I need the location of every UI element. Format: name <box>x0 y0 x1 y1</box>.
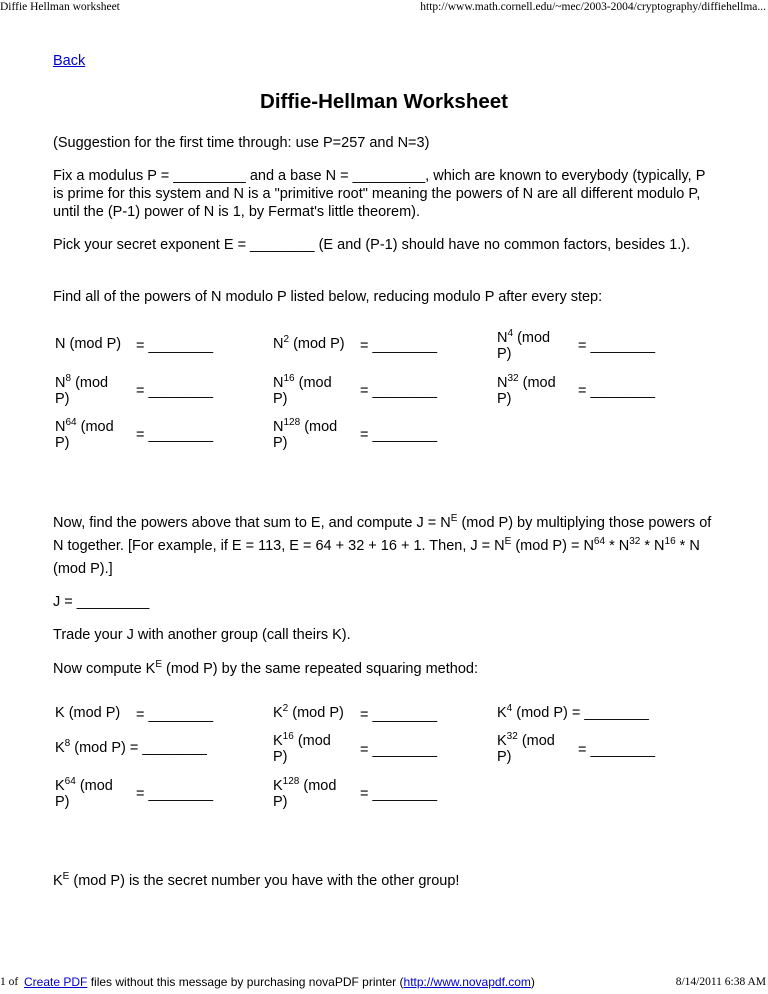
find-powers-text: Find all of the powers of N modulo P listed below, reducing modulo P after every step: <box>53 289 603 305</box>
k16-blank: = ________ <box>360 742 438 758</box>
n1-label: N (mod P) <box>55 336 122 352</box>
k64-label: $K^{64}$ (mod P) <box>55 776 113 810</box>
n8-label: $N^8$ (mod P) <box>55 373 109 407</box>
n1-blank: = ________ <box>136 338 214 354</box>
n32-label: $N^{32}$ (mod P) <box>497 373 556 407</box>
page-title: Diffie-Hellman Worksheet <box>260 90 508 113</box>
find-sum-text: Now, find the powers above that sum to E, and compute $J = N^E$ (mod P) by multiplying those powers of N together. [For example, if E = 113, E = 64 + 32 + 16 + 1. Then, $J = N^E$ (mod $P) = N^{64} * N^{32} * N^{16} * N$ (mod P).] <box>53 513 712 577</box>
print-footer-timestamp: 8/14/2011 6:38 AM <box>675 976 766 988</box>
k128-blank: = ________ <box>360 786 438 802</box>
n2-blank: = ________ <box>360 338 438 354</box>
n4-blank: = ________ <box>578 338 656 354</box>
n128-label: $N^{128}$ (mod P) <box>273 417 338 451</box>
fix-modulus-text: Fix a modulus P = _________ and a base N = _________, which are known to everybody (typically, P is prime for this system and N is a "primitive root" meaning the powers of N are all different modulo P, until the (P-1) power of N is 1, by Fermat's little theorem). <box>53 168 706 220</box>
n4-label: $N^4$ (mod P) <box>497 328 551 362</box>
k2-blank: = ________ <box>360 707 438 723</box>
back-link[interactable]: Back <box>53 53 86 69</box>
n8-blank: = ________ <box>136 383 214 399</box>
j-blank-text: J = _________ <box>53 594 150 610</box>
novapdf-link[interactable]: http://www.novapdf.com <box>403 975 531 989</box>
k16-label: $K^{16}$ (mod P) <box>273 731 331 765</box>
trade-text: Trade your J with another group (call theirs K). <box>53 627 351 643</box>
n64-blank: = ________ <box>136 427 214 443</box>
n32-blank: = ________ <box>578 383 656 399</box>
k64-blank: = ________ <box>136 786 214 802</box>
pick-exponent-text: Pick your secret exponent E = ________ (E and (P-1) should have no common factors, besides 1.). <box>53 237 691 253</box>
k1-label: K (mod P) <box>55 705 121 721</box>
secret-text: $K^E$ (mod P) is the secret number you have with the other group! <box>53 871 460 889</box>
n128-blank: = ________ <box>360 427 438 443</box>
n16-label: $N^{16}$ (mod P) <box>273 373 332 407</box>
compute-k-text: Now compute $K^E$ (mod P) by the same repeated squaring method: <box>53 659 478 677</box>
n64-label: $N^{64}$ (mod P) <box>55 417 114 451</box>
k1-blank: = ________ <box>136 707 214 723</box>
k8-label: $K^8$ (mod P) = ________ <box>55 738 207 756</box>
k128-label: $K^{128}$ (mod P) <box>273 776 337 810</box>
k32-blank: = ________ <box>578 742 656 758</box>
k2-label: $K^2$ (mod P) <box>273 703 344 721</box>
print-header-url: http://www.math.cornell.edu/~mec/2003-2004/cryptography/diffiehellma... <box>420 1 766 13</box>
k32-label: $K^{32}$ (mod P) <box>497 731 555 765</box>
create-pdf-link[interactable]: Create PDF <box>24 975 88 989</box>
suggestion-text: (Suggestion for the first time through: use P=257 and N=3) <box>53 135 430 151</box>
n2-label: $N^2$ (mod P) <box>273 334 345 352</box>
print-footer-page: 1 of <box>0 976 19 988</box>
n16-blank: = ________ <box>360 383 438 399</box>
pdf-watermark-note: Create PDF files without this message by purchasing novaPDF printer (http://www.novapdf.com) <box>24 975 535 989</box>
print-header-title: Diffie Hellman worksheet <box>0 1 120 13</box>
k4-label: $K^4$ (mod P) = ________ <box>497 703 649 721</box>
